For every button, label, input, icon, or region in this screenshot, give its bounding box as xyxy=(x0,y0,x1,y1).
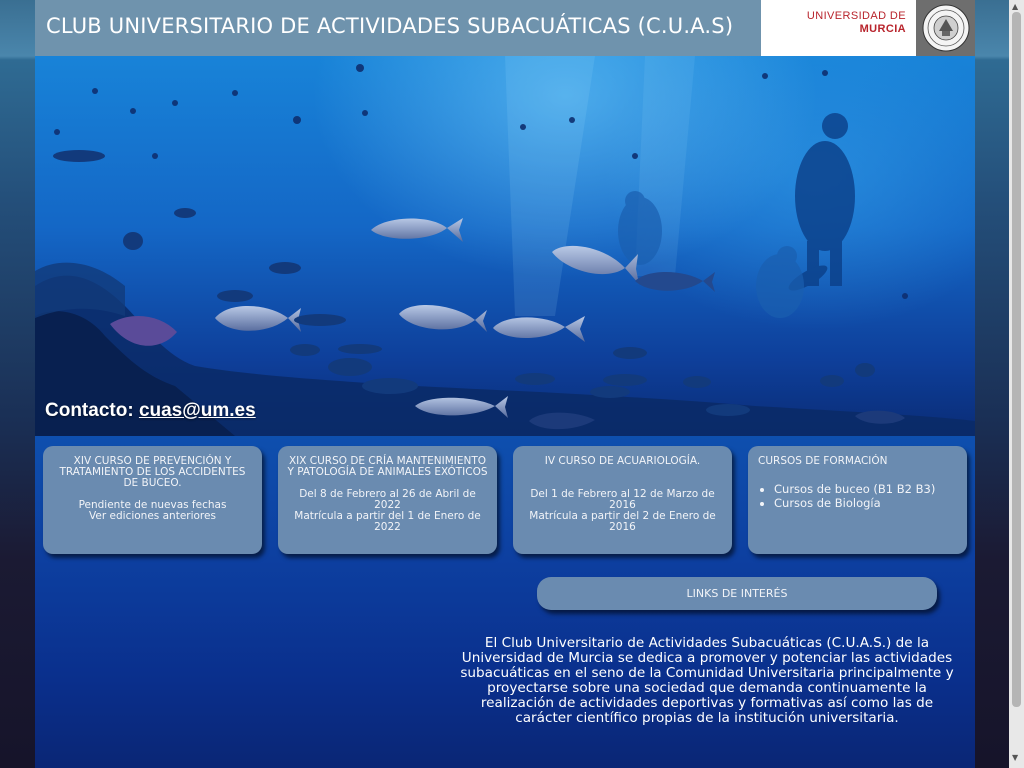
training-item-biology[interactable]: • Cursos de Biología xyxy=(774,496,959,510)
card-link-previous-editions[interactable]: Ver ediciones anteriores xyxy=(89,510,216,522)
card-enrollment: Matrícula a partir del 1 de Enero de 2022 xyxy=(294,510,481,533)
card-enrollment: Matrícula a partir del 2 de Enero de 2016 xyxy=(529,510,716,533)
training-item-diving[interactable]: • Cursos de buceo (B1 B2 B3) xyxy=(774,482,959,496)
card-title: XIV CURSO DE PREVENCIÓN Y TRATAMIENTO DE LOS ACCIDENTES DE BUCEO. xyxy=(59,455,246,489)
card-dates: Del 1 de Febrero al 12 de Marzo de 2016 xyxy=(530,488,715,511)
header-bar xyxy=(35,0,975,56)
logo-line-2: MURCIA xyxy=(859,23,906,35)
course-card-training[interactable] xyxy=(748,446,967,554)
about-paragraph: El Club Universitario de Actividades Subacuáticas (C.U.A.S.) de la Universidad de Murcia se dedica a promover y potenciar las actividades subacuáticas en el seno de la Comunidad Universitaria principalmente y proyectarse sobre una sociedad que demanda continuamente la realización de actividades deportivas y formativas así como las de carácter científico propias de la institución universitaria. xyxy=(460,635,954,726)
university-logo[interactable] xyxy=(761,0,916,56)
training-list xyxy=(758,482,959,510)
links-of-interest-button[interactable]: LINKS DE INTERÉS xyxy=(537,577,937,610)
logo-line-1: UNIVERSIDAD DE xyxy=(806,10,906,22)
contact-label: Contacto: xyxy=(45,400,134,421)
card-dates: Del 8 de Febrero al 26 de Abril de 2022 xyxy=(299,488,476,511)
course-card-prevention[interactable] xyxy=(43,446,262,554)
scroll-down-arrow-icon[interactable]: ▼ xyxy=(1012,753,1019,762)
club-title: CLUB UNIVERSITARIO DE ACTIVIDADES SUBACUÁTICAS (C.U.A.S) xyxy=(46,14,734,38)
contact-email-link[interactable]: cuas@um.es xyxy=(138,400,256,421)
scrollbar-thumb[interactable] xyxy=(1012,12,1021,707)
scroll-up-arrow-icon[interactable]: ▲ xyxy=(1012,2,1019,11)
course-card-exotic-animals[interactable] xyxy=(278,446,497,554)
course-card-aquariology[interactable] xyxy=(513,446,732,554)
university-seal-icon[interactable] xyxy=(916,0,975,56)
hero-underwater-photo xyxy=(35,56,975,436)
contact-line xyxy=(45,400,256,422)
page-container xyxy=(35,0,975,768)
card-title: XIX CURSO DE CRÍA MANTENIMIENTO Y PATOLOGÍA DE ANIMALES EXÓTICOS xyxy=(287,455,488,478)
vertical-scrollbar[interactable] xyxy=(1009,0,1024,768)
card-title: CURSOS DE FORMACIÓN xyxy=(758,455,888,467)
card-line: Pendiente de nuevas fechas xyxy=(78,499,227,511)
card-title: IV CURSO DE ACUARIOLOGÍA. xyxy=(544,455,701,467)
